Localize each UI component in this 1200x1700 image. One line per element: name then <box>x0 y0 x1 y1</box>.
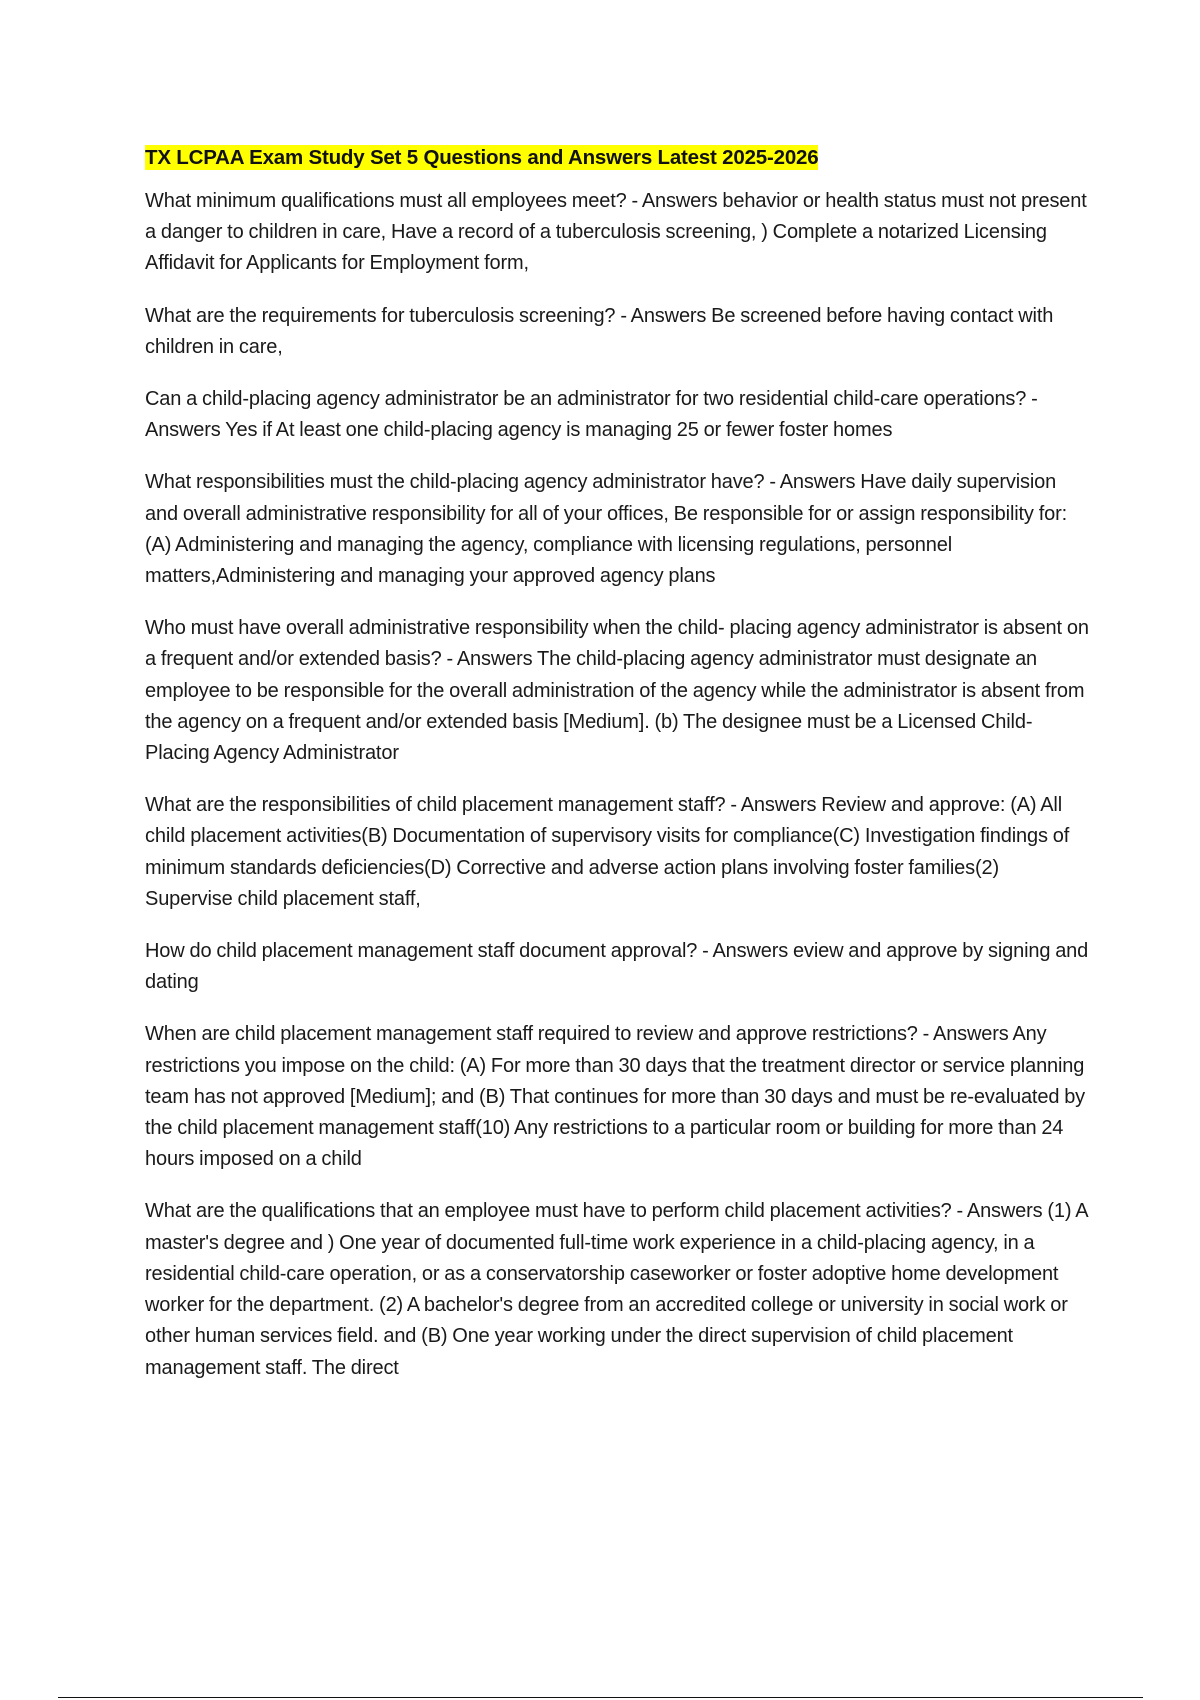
answer-text: Answers Review and approve: (A) All child placement activities(B) Documentation of supervisory visits for compliance(C) Investigation findings of minimum standards deficiencies(D) Corrective and adverse action plans involving foster families(2) Supervise child placement staff, <box>145 794 1070 910</box>
document-title: TX LCPAA Exam Study Set 5 Questions and Answers Latest 2025-2026 <box>145 146 819 169</box>
answer-text: Answers Have daily supervision and overall administrative responsibility for all of your offices, Be responsible for or assign responsibility for: (A) Administering and managing the agency, compliance with licensing regulations, personnel matters,Administering and managing your approved agency plans <box>145 471 1067 588</box>
answer-text: Answers The child-placing agency administrator must designate an employee to be responsible for the overall administration of the agency while the administrator is absent from the agency on a frequent and/or extended basis [Medium]. (b) The designee must be a Licensed Child-Placing Agency Administrator <box>145 648 1085 765</box>
question-text: What are the qualifications that an employee must have to perform child placement activities? - <box>145 1200 967 1222</box>
answer-text: Answers Any restrictions you impose on the child: (A) For more than 30 days that the treatment director or service planning team has not approved [Medium]; and (B) That continues for more than 30 days and must be re-evaluated by the child placement management staff(10) Any restrictions to a particular room or building for more than 24 hours imposed on a child <box>145 1023 1086 1171</box>
question-text: What minimum qualifications must all employees meet? - <box>145 190 642 212</box>
answer-text: Answers Yes if At least one child-placing agency is managing 25 or fewer foster homes <box>145 419 893 442</box>
answer-text: Answers Be screened before having contact with children in care, <box>145 304 1054 358</box>
question-text: Who must have overall administrative responsibility when the child- placing agency administrator is absent on a frequent and/or extended basis? - <box>145 617 1089 670</box>
qa-item <box>145 613 1090 769</box>
qa-item <box>145 467 1090 592</box>
answer-text: Answers eview and approve by signing and dating <box>145 940 1089 994</box>
answer-text: Answers (1) A master's degree and ) One year of documented full-time work experience in a child-placing agency, in a residential child-care operation, or as a conservatorship caseworker or foster adoptive home development worker for the department. (2) A bachelor's degree from an accredited college or university in social work or other human services field. and (B) One year working under the direct supervision of child placement management staff. The direct <box>145 1200 1088 1379</box>
question-text: Can a child-placing agency administrator be an administrator for two residential child-care operations? - <box>145 388 1038 410</box>
question-text: When are child placement management staff required to review and approve restrictions? - <box>145 1023 933 1045</box>
qa-item <box>145 186 1090 280</box>
qa-item <box>145 1019 1090 1175</box>
qa-item <box>145 384 1090 446</box>
qa-item <box>145 301 1090 363</box>
question-text: How do child placement management staff document approval? - <box>145 940 712 962</box>
question-text: What are the responsibilities of child placement management staff? - <box>145 794 741 816</box>
page-bottom-rule <box>58 1697 1143 1698</box>
question-text: What responsibilities must the child-placing agency administrator have? - <box>145 471 780 493</box>
qa-item <box>145 1196 1090 1383</box>
question-text: What are the requirements for tuberculosis screening? - <box>145 305 631 327</box>
qa-item <box>145 936 1090 998</box>
answer-text: Answers behavior or health status must not present a danger to children in care, Have a record of a tuberculosis screening, ) Complete a notarized Licensing Affidavit for Applicants for Employment form, <box>145 190 1087 275</box>
document-body <box>145 144 1090 1405</box>
qa-item <box>145 790 1090 915</box>
title-row <box>145 144 1090 172</box>
